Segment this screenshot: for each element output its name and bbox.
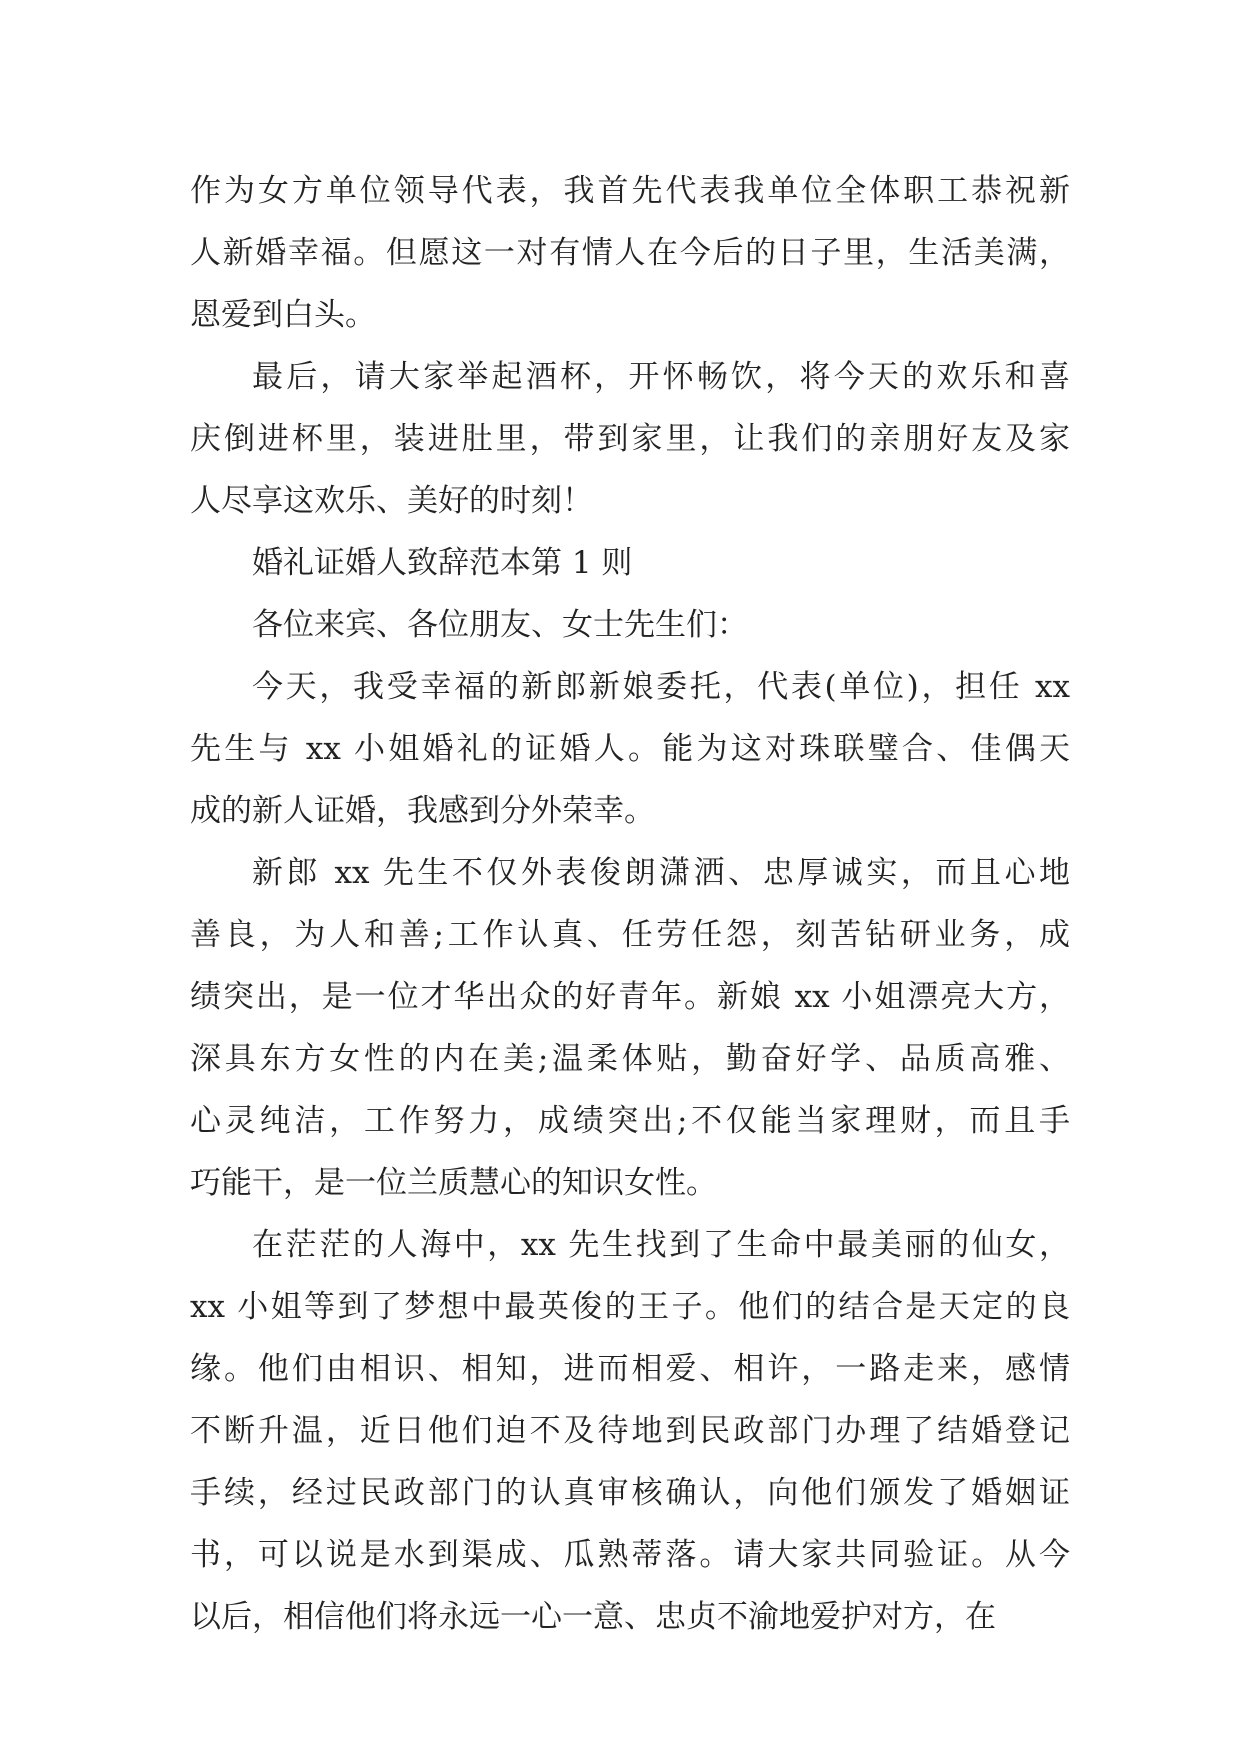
text-line: 绩突出，是一位才华出众的好青年。新娘 xx 小姐漂亮大方， [190,979,1070,1015]
text-line: 以后，相信他们将永远一心一意、忠贞不渝地爱护对方，在 [190,1599,996,1635]
paragraph [190,1214,1070,1648]
paragraph [190,842,1070,1214]
paragraph [190,160,1070,346]
text-line: 深具东方女性的内在美;温柔体贴，勤奋好学、品质高雅、 [190,1041,1070,1077]
text-line: 各位来宾、各位朋友、女士先生们： [252,607,748,643]
text-line: 婚礼证婚人致辞范本第 1 则 [252,545,633,581]
text-line: 巧能干，是一位兰质慧心的知识女性。 [190,1165,717,1201]
paragraph [190,594,1070,656]
text-line: 先生与 xx 小姐婚礼的证婚人。能为这对珠联璧合、佳偶天 [190,731,1070,767]
document-body [190,160,1070,1648]
text-line: 在茫茫的人海中，xx 先生找到了生命中最美丽的仙女， [252,1227,1070,1263]
text-line: 恩爱到白头。 [190,297,376,333]
text-line: 人新婚幸福。但愿这一对有情人在今后的日子里，生活美满， [190,235,1070,271]
text-line: 不断升温，近日他们迫不及待地到民政部门办理了结婚登记 [190,1413,1070,1449]
text-line: 善良，为人和善;工作认真、任劳任怨，刻苦钻研业务，成 [190,917,1070,953]
text-line: 心灵纯洁，工作努力，成绩突出;不仅能当家理财，而且手 [190,1103,1070,1139]
text-line: 缘。他们由相识、相知，进而相爱、相许，一路走来，感情 [190,1351,1070,1387]
text-line: 手续，经过民政部门的认真审核确认，向他们颁发了婚姻证 [190,1475,1070,1511]
paragraph [190,656,1070,842]
text-line: 作为女方单位领导代表，我首先代表我单位全体职工恭祝新 [190,173,1070,209]
text-line: xx 小姐等到了梦想中最英俊的王子。他们的结合是天定的良 [190,1289,1070,1325]
text-line: 今天，我受幸福的新郎新娘委托，代表(单位)，担任 xx [252,669,1070,705]
text-line: 成的新人证婚，我感到分外荣幸。 [190,793,655,829]
paragraph [190,346,1070,532]
text-line: 最后，请大家举起酒杯，开怀畅饮，将今天的欢乐和喜 [252,359,1070,395]
paragraph [190,532,1070,594]
text-line: 庆倒进杯里，装进肚里，带到家里，让我们的亲朋好友及家 [190,421,1070,457]
text-line: 人尽享这欢乐、美好的时刻！ [190,483,593,519]
text-line: 书，可以说是水到渠成、瓜熟蒂落。请大家共同验证。从今 [190,1537,1070,1573]
text-line: 新郎 xx 先生不仅外表俊朗潇洒、忠厚诚实，而且心地 [252,855,1070,891]
